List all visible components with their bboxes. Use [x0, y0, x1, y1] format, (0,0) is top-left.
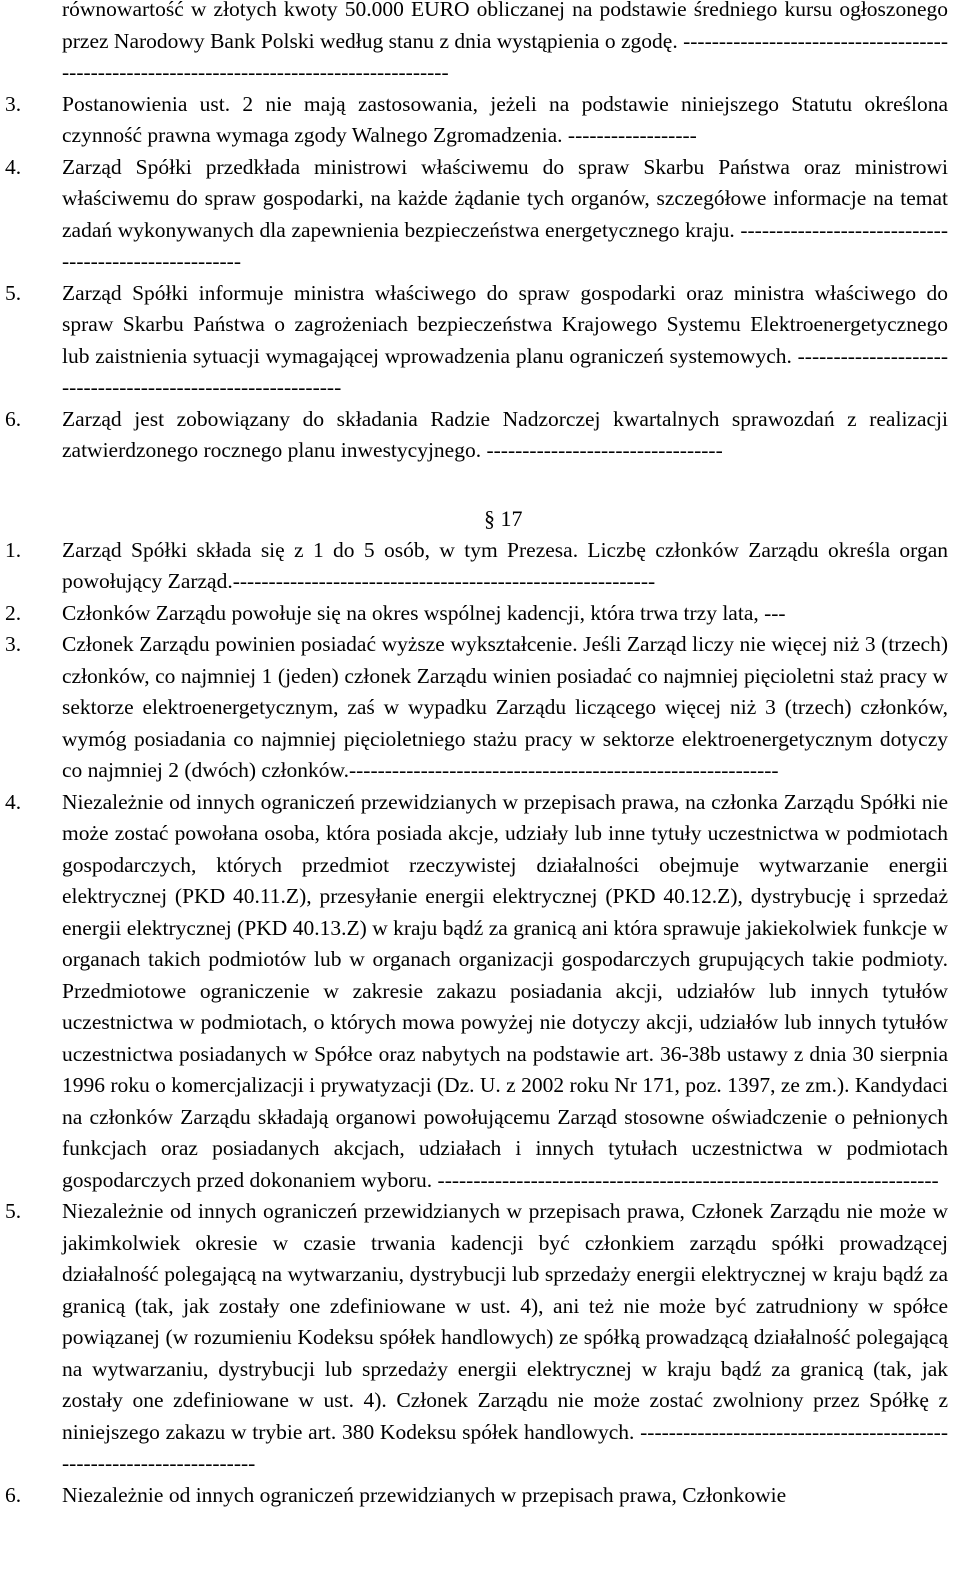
paragraph-number: 6. — [5, 406, 22, 431]
paragraph-text: Zarząd jest zobowiązany do składania Radzie Nadzorczej kwartalnych sprawozdań z realizacji zatwierdzonego rocznego planu inwestycyjnego. --------------------------------- — [62, 406, 948, 462]
paragraph-5 — [0, 1196, 960, 1480]
paragraph-text: Postanowienia ust. 2 nie mają zastosowania, jeżeli na podstawie niniejszego Statutu określona czynność prawna wymaga zgody Walnego Zgromadzenia. ------------------ — [62, 91, 948, 147]
paragraph-continued — [0, 0, 960, 89]
section-heading — [0, 502, 960, 535]
paragraph-text: Niezależnie od innych ograniczeń przewidzianych w przepisach prawa, na członka Zarządu Spółki nie może zostać powołana osoba, która posiada akcje, udziały lub inne tytuły uczestnictwa w podmiotach gospodarczych, których przedmiot rzeczywistej działalności obejmuje wytwarzanie energii elektrycznej (PKD 40.11.Z), przesyłanie energii elektrycznej (PKD 40.12.Z), dystrybucję i sprzedaż energii elektrycznej (PKD 40.13.Z) w kraju bądź za granicą ani która sprawuje jakiekolwiek funkcje w organach takich podmiotów lub w organach organizacji gospodarczych grupujących takie podmioty. Przedmiotowe ograniczenie w zakresie zakazu posiadania akcji, udziałów lub innych tytułów uczestnictwa w podmiotach, o których mowa powyżej nie dotyczy akcji, udziałów lub innych tytułów uczestnictwa posiadanych w Spółce oraz nabytych na podstawie art. 36-38b ustawy z dnia 30 sierpnia 1996 roku o komercjalizacji i prywatyzacji (Dz. U. z 2002 roku Nr 171, poz. 1397, ze zm.). Kandydaci na członków Zarządu składają organowi powołującemu Zarząd stosowne oświadczenie o pełnionych funkcjach oraz posiadanych akcjach, udziałach i innych tytułach uczestnictwa w podmiotach gospodarczych przed dokonaniem wyboru. ---------------------------------------------------------------------- — [62, 789, 948, 1192]
paragraph-number: 5. — [5, 280, 22, 305]
paragraph-number: 3. — [5, 632, 22, 656]
paragraph-4 — [0, 152, 960, 278]
paragraph-list-bottom — [0, 535, 960, 1512]
paragraph-number: 3. — [5, 91, 22, 116]
paragraph-text: Zarząd Spółki informuje ministra właściwego do spraw gospodarki oraz ministra właściwego do spraw Skarbu Państwa o zagrożeniach bezpieczeństwa Krajowego Systemu Elektroenergetycznego lub zaistnienia sytuacji wymagającej wprowadzenia planu ograniczeń systemowych. ------------------------------------------------------------ — [62, 280, 948, 399]
paragraph-3 — [0, 629, 960, 787]
paragraph-number: 2. — [5, 600, 22, 625]
paragraph-text: Niezależnie od innych ograniczeń przewidzianych w przepisach prawa, Członkowie — [62, 1482, 787, 1507]
paragraph-text: Niezależnie od innych ograniczeń przewidzianych w przepisach prawa, Członek Zarządu nie może w jakimkolwiek okresie w czasie trwania kadencji być członkiem zarządu spółki prowadzącej działalność polegającą na wytwarzaniu, dystrybucji lub sprzedaży energii elektrycznej w kraju bądź za granicą (tak, jak zostały one zdefiniowane w ust. 4), ani też nie może być zatrudniony w spółce powiązanej (w rozumieniu Kodeksu spółek handlowych) ze spółką prowadzącą działalność polegającą na wytwarzaniu, dystrybucji lub sprzedaży energii elektrycznej w kraju bądź za granicą (tak, jak zostały one zdefiniowane w ust. 4). Członek Zarządu nie może zostać zwolniony przez Spółkę z niniejszego zakazu w trybie art. 380 Kodeksu spółek handlowych. ---------------------------------------------------------------------- — [62, 1199, 948, 1475]
paragraph-number: 6. — [5, 1482, 22, 1507]
paragraph-text: Członek Zarządu powinien posiadać wyższe wykształcenie. Jeśli Zarząd liczy nie więcej niż 3 (trzech) członków, co najmniej 1 (jeden) członek Zarządu winien posiadać co najmniej pięcioletni staż pracy w sektorze elektroenergetycznym, zaś w wypadku Zarządu liczącego więcej niż 3 (trzech) członków, wymóg posiadania co najmniej pięcioletniego stażu pracy w sektorze elektroenergetycznym dotyczy co najmniej 2 (dwóch) członków.------------------------------------------------------------ — [62, 632, 948, 782]
paragraph-6 — [0, 1480, 960, 1512]
paragraph-4 — [0, 787, 960, 1197]
paragraph-list-top — [0, 0, 960, 467]
paragraph-5 — [0, 278, 960, 404]
paragraph-6 — [0, 404, 960, 467]
paragraph-text: Członków Zarządu powołuje się na okres wspólnej kadencji, która trwa trzy lata, --- — [62, 600, 786, 625]
paragraph-number: 1. — [5, 537, 22, 562]
section-symbol: § — [484, 505, 495, 531]
section-number: 17 — [500, 505, 523, 531]
paragraph-text: Zarząd Spółki składa się z 1 do 5 osób, w tym Prezesa. Liczbę członków Zarządu określa organ powołujący Zarząd.----------------------------------------------------------- — [62, 537, 948, 593]
paragraph-number: 4. — [5, 154, 22, 179]
paragraph-text: równowartość w złotych kwoty 50.000 EURO obliczanej na podstawie średniego kursu ogłoszonego przez Narodowy Bank Polski według stanu z dnia wystąpienia o zgodę. ------------------------------------------------------------------------------------------- — [62, 0, 948, 84]
paragraph-3 — [0, 89, 960, 152]
paragraph-2 — [0, 598, 960, 630]
paragraph-number: 5. — [5, 1199, 22, 1223]
paragraph-number: 4. — [5, 789, 22, 814]
paragraph-1 — [0, 535, 960, 598]
paragraph-text: Zarząd Spółki przedkłada ministrowi właściwemu do spraw Skarbu Państwa oraz ministrowi właściwemu do spraw gospodarki, na każde żądanie tych organów, szczegółowe informacje na temat zadań wykonywanych dla zapewnienia bezpieczeństwa energetycznego kraju. ------------------------------------------------------ — [62, 154, 948, 273]
